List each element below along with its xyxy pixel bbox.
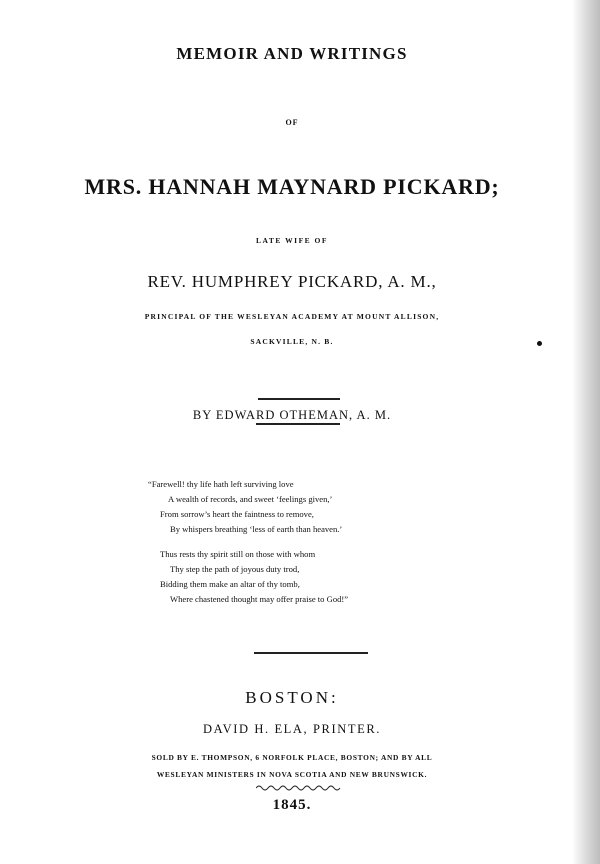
- poem-line: Thy step the path of joyous duty trod,: [170, 564, 300, 574]
- poem-line: From sorrow’s heart the faintness to remove,: [160, 509, 314, 519]
- husband-name: REV. HUMPHREY PICKARD, A. M.,: [147, 272, 437, 291]
- husband-role: PRINCIPAL OF THE WESLEYAN ACADEMY AT MOUNT ALLISON,: [144, 312, 440, 321]
- divider-rule-imprint: [254, 652, 368, 654]
- divider-rule-bottom: [256, 423, 340, 427]
- poem-line: By whispers breathing ‘less of earth than heaven.’: [170, 524, 343, 534]
- book-title: MEMOIR AND WRITINGS: [176, 44, 408, 63]
- divider-rule-top: [258, 398, 340, 402]
- poem-line: A wealth of records, and sweet ‘feelings given,’: [168, 494, 333, 504]
- publication-year: 1845.: [272, 797, 312, 813]
- author-line: BY EDWARD OTHEMAN, A. M.: [192, 408, 392, 422]
- of-label: OF: [285, 118, 299, 127]
- ink-speck: [537, 341, 542, 346]
- poem-line: “Farewell! thy life hath left surviving love: [148, 479, 294, 489]
- location: SACKVILLE, N. B.: [250, 337, 334, 346]
- poem-line: Thus rests thy spirit still on those with whom: [160, 549, 316, 559]
- imprint-city: BOSTON:: [245, 688, 339, 707]
- poem-line: Bidding them make an altar of thy tomb,: [160, 579, 300, 589]
- poem-line: Where chastened thought may offer praise to God!”: [170, 594, 349, 604]
- imprint-printer: DAVID H. ELA, PRINTER.: [202, 722, 382, 736]
- sold-by-line-1: SOLD BY E. THOMPSON, 6 NORFOLK PLACE, BOSTON; AND BY ALL: [151, 753, 433, 762]
- wavy-rule: [256, 784, 342, 792]
- sold-by-line-2: WESLEYAN MINISTERS IN NOVA SCOTIA AND NEW BRUNSWICK.: [156, 770, 428, 779]
- subject-name: MRS. HANNAH MAYNARD PICKARD;: [84, 174, 500, 199]
- late-wife-label: LATE WIFE OF: [256, 236, 328, 245]
